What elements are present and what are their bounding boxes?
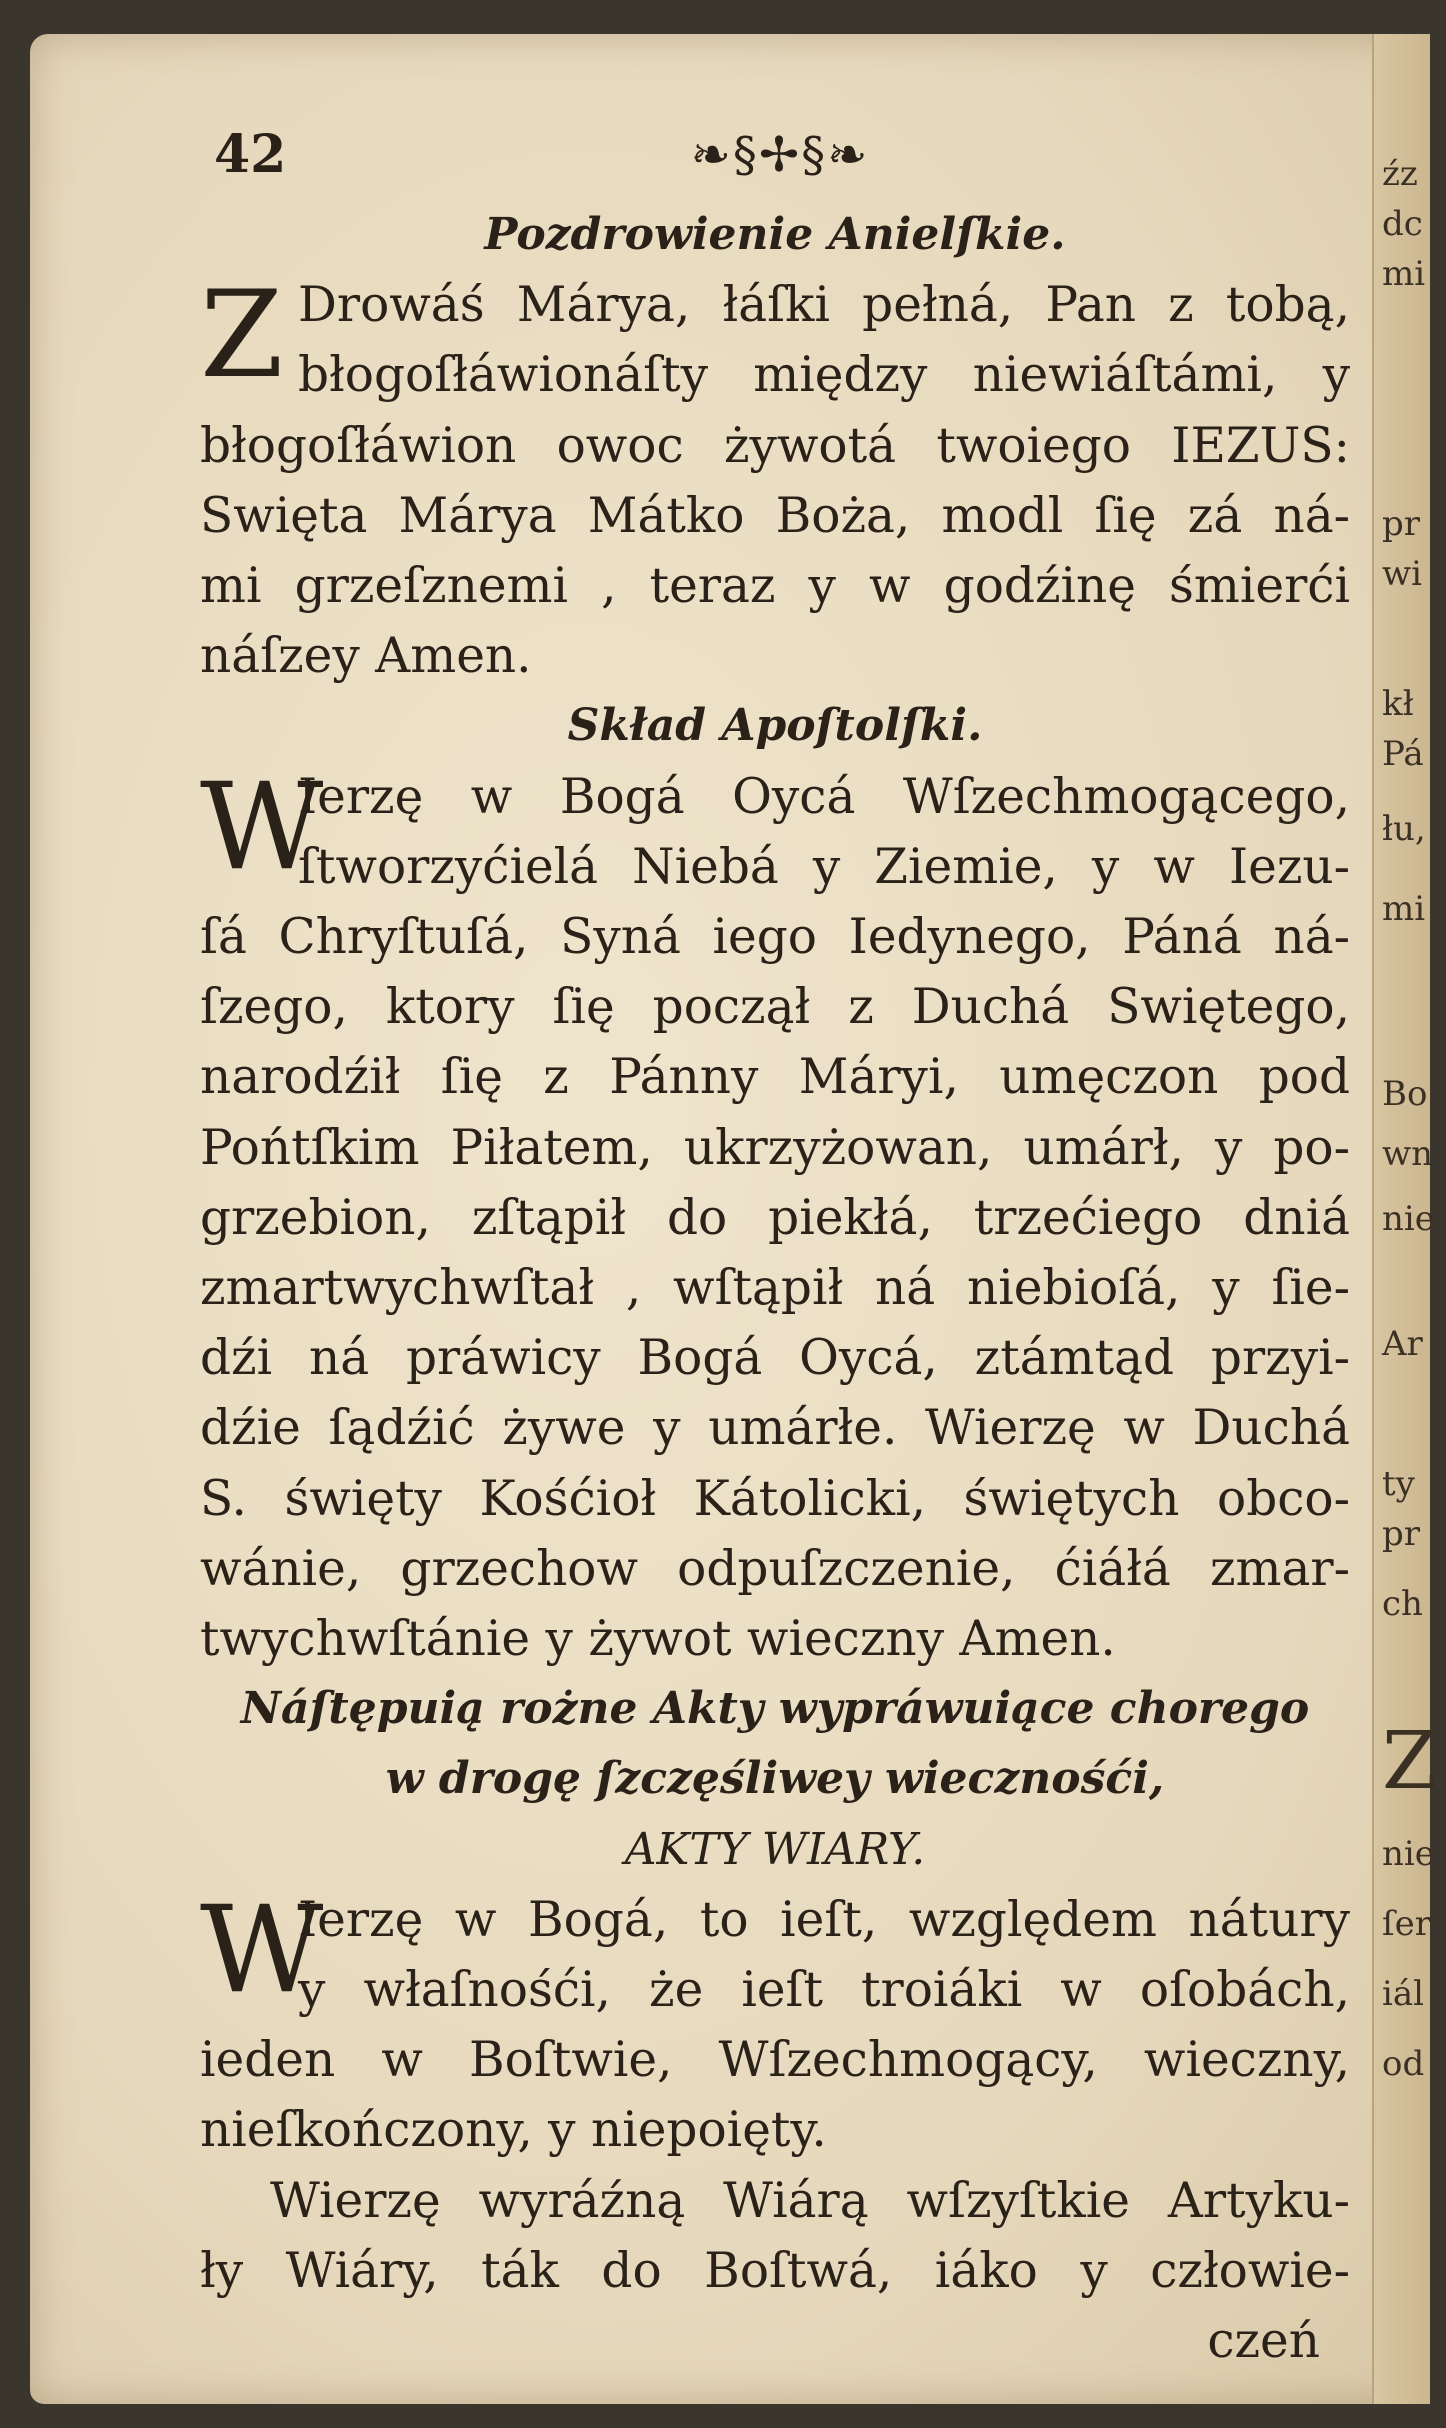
facing-text: ch xyxy=(1382,1584,1423,1624)
facing-text: ſer xyxy=(1382,1904,1431,1944)
facing-text: pr xyxy=(1382,504,1421,544)
facing-text: Z xyxy=(1382,1714,1438,1807)
text-line: y właſnośći, że ieſt troiáki w oſobách, xyxy=(298,1962,1350,2019)
facing-text: nie xyxy=(1382,1199,1435,1239)
facing-text: mi xyxy=(1382,254,1426,294)
act-text xyxy=(200,1880,1350,2376)
facing-text: wi xyxy=(1382,554,1422,594)
text-line: mi grzeſznemi , teraz y w godźinę śmierći xyxy=(200,558,1350,615)
prayer1-text xyxy=(200,266,1350,691)
text-line: błogoſłáwionáſty między niewiáſtámi, y xyxy=(298,347,1350,404)
drop-cap: Z xyxy=(200,266,284,406)
text-line: ieden w Boſtwie, Wſzechmogący, wieczny, xyxy=(200,2032,1350,2089)
facing-text: mi xyxy=(1382,889,1426,929)
drop-cap: W xyxy=(200,757,324,897)
text-line: narodźił ſię z Pánny Máryi, umęczon pod xyxy=(200,1049,1350,1106)
section-title-cont: w drogę ſzczęśliwey wiecznośći, xyxy=(385,1753,1165,1805)
prayer2-text xyxy=(200,757,1350,1675)
facing-text: łu, xyxy=(1382,809,1426,849)
text-line: náſzey Amen. xyxy=(200,628,532,685)
text-line: ſzego, ktory ſię począł z Duchá Swiętego, xyxy=(200,979,1350,1036)
facing-text: Pá xyxy=(1382,734,1424,774)
drop-cap: W xyxy=(200,1880,324,2020)
text-line: ſtworzyćielá Niebá y Ziemie, y w Iezu- xyxy=(298,838,1350,895)
text-line: grzebion, zſtąpił do piekłá, trzećiego dniá xyxy=(200,1189,1350,1246)
text-line: zmartwychwſtał , wſtąpił ná niebioſá, y ſie- xyxy=(200,1260,1350,1317)
prayer1-title: Pozdrowienie Anielſkie. xyxy=(484,209,1066,260)
facing-text: Ar xyxy=(1382,1324,1423,1364)
text-line: dźi ná práwicy Bogá Oycá, ztámtąd przyi- xyxy=(200,1330,1350,1387)
facing-text: dc xyxy=(1382,204,1423,244)
ornament-fleuron: ❧§✢§❧ xyxy=(690,127,870,183)
facing-text: pr xyxy=(1382,1514,1421,1554)
text-line: twychwſtánie y żywot wieczny Amen. xyxy=(200,1611,1116,1668)
facing-text: od xyxy=(1382,2044,1425,2084)
text-line: ſá Chryſtuſá, Syná iego Iedynego, Páná ná- xyxy=(200,909,1350,966)
facing-text: wn xyxy=(1382,1134,1433,1174)
facing-text: ty xyxy=(1382,1464,1415,1504)
facing-text: iál xyxy=(1382,1974,1425,2014)
facing-page-edge xyxy=(1372,34,1438,2404)
text-line: Swięta Márya Mátko Boża, modl ſię zá ná- xyxy=(200,487,1350,544)
section-title: Náſtępuią rożne Akty wypráwuiące chorego xyxy=(240,1683,1310,1735)
facing-text: nie xyxy=(1382,1834,1435,1874)
facing-text: kł xyxy=(1382,684,1414,724)
page-number: 42 xyxy=(214,124,287,185)
text-line: Ierzę w Bogá, to ieſt, względem nátury xyxy=(298,1891,1350,1948)
text-line: Pońtſkim Piłatem, ukrzyżowan, umárł, y po- xyxy=(200,1119,1350,1176)
text-line: S. święty Kośćioł Kátolicki, świętych obco- xyxy=(200,1470,1350,1527)
text-line: Ierzę w Bogá Oycá Wſzechmogącego, xyxy=(298,768,1350,825)
catchword: czeń xyxy=(1207,2313,1320,2370)
page-header xyxy=(200,120,1350,200)
text-line: Wierzę wyráźną Wiárą wſzyſtkie Artyku- xyxy=(270,2172,1350,2229)
text-line: Drowáś Márya, łáſki pełná, Pan z tobą, xyxy=(298,277,1350,334)
text-line: nieſkończony, y niepoięty. xyxy=(200,2102,827,2159)
text-line: wánie, grzechow odpuſzczenie, ćiáłá zmar- xyxy=(200,1540,1350,1597)
facing-text: źz xyxy=(1382,154,1418,194)
text-line: dźie ſądźić żywe y umárłe. Wierzę w Duchá xyxy=(200,1400,1350,1457)
prayer2-title: Skład Apoſtolſki. xyxy=(567,700,983,752)
section-subtitle: AKTY WIARY. xyxy=(624,1823,926,1875)
text-line: błogoſłáwion owoc żywotá twoiego IEZUS: xyxy=(200,417,1350,474)
facing-text: Bo xyxy=(1382,1074,1428,1114)
text-line: ły Wiáry, ták do Boſtwá, iáko y człowie- xyxy=(200,2242,1350,2299)
page-content xyxy=(200,120,1350,2376)
